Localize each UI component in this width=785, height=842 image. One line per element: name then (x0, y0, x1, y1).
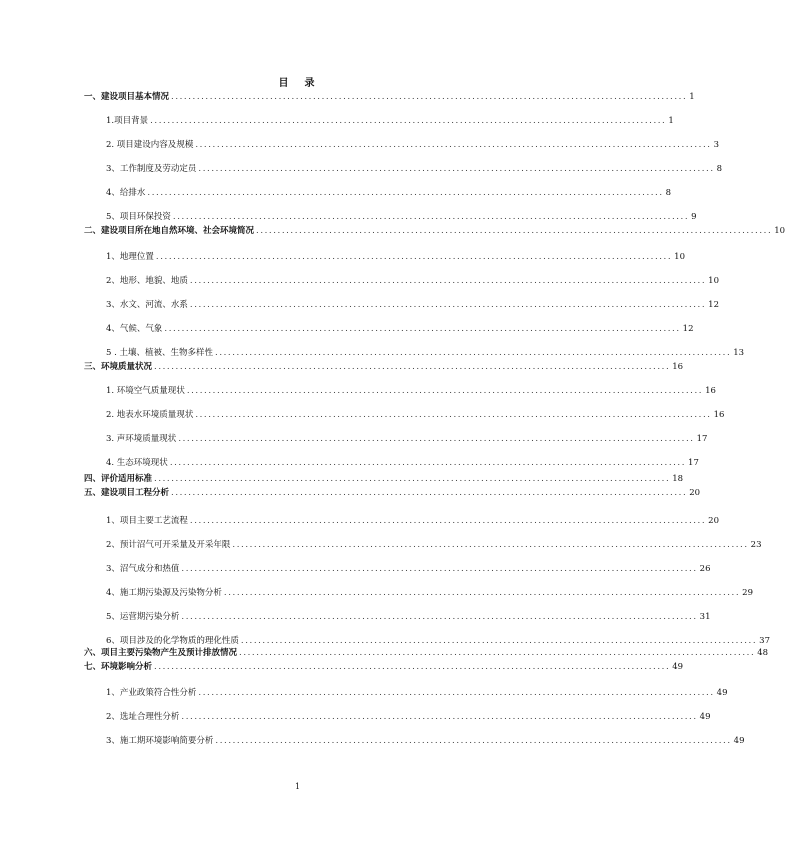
toc-subsection-entry[interactable] (106, 736, 745, 746)
toc-entry-label: 4、给排水 (106, 188, 146, 198)
toc-leader-dots: ........................................................................................................................ (178, 434, 695, 444)
toc-entry-page: 49 (699, 712, 711, 722)
toc-entry-label: 四、评价适用标准 (84, 474, 153, 484)
toc-leader-dots: ........................................................................................................................ (181, 564, 698, 574)
toc-entry-label: 5、项目环保投资 (106, 212, 171, 222)
toc-entry-page: 49 (733, 736, 745, 746)
toc-section-entry[interactable] (84, 648, 769, 658)
toc-leader-dots: ........................................................................................................................ (171, 92, 688, 102)
toc-subsection-entry[interactable] (106, 212, 697, 222)
toc-entry-page: 12 (682, 324, 694, 334)
toc-entry-label: 三、环境质量状况 (84, 362, 153, 372)
toc-subsection-entry[interactable] (106, 688, 728, 698)
toc-subsection-entry[interactable] (106, 164, 723, 174)
toc-subsection-entry[interactable] (106, 458, 699, 468)
toc-entry-label: 3、施工期环境影响简要分析 (106, 736, 214, 746)
toc-leader-dots: ........................................................................................................................ (164, 324, 681, 334)
toc-section-entry[interactable] (84, 662, 684, 672)
toc-entry-page: 13 (733, 348, 745, 358)
toc-leader-dots: ........................................................................................................................ (186, 386, 704, 396)
toc-subsection-entry[interactable] (106, 348, 745, 358)
toc-entry-label: 1.项目背景 (106, 116, 149, 126)
toc-subsection-entry[interactable] (106, 276, 719, 286)
toc-subsection-entry[interactable] (106, 116, 674, 126)
toc-leader-dots: ........................................................................................................................ (195, 140, 712, 150)
toc-entry-page: 10 (708, 276, 719, 286)
toc-entry-label: 1、产业政策符合性分析 (106, 688, 197, 698)
toc-entry-label: 2、预计沼气可开采量及开采年限 (106, 540, 231, 550)
toc-leader-dots: ........................................................................................................................ (240, 636, 758, 646)
toc-entry-label: 2. 项目建设内容及规模 (106, 140, 194, 150)
toc-leader-dots: ........................................................................................................................ (256, 226, 773, 236)
toc-entry-page: 20 (708, 516, 719, 526)
toc-entry-label: 4. 生态环境现状 (106, 458, 168, 468)
toc-section-entry[interactable] (84, 226, 785, 236)
toc-entry-page: 3 (713, 140, 719, 150)
toc-entry-label: 七、环境影响分析 (84, 662, 153, 672)
toc-entry-label: 五、建设项目工程分析 (84, 488, 170, 498)
toc-subsection-entry[interactable] (106, 612, 711, 622)
toc-subsection-entry[interactable] (106, 188, 672, 198)
toc-entry-page: 10 (774, 226, 785, 236)
toc-section-entry[interactable] (84, 362, 684, 372)
toc-section-entry[interactable] (84, 92, 695, 102)
toc-subsection-entry[interactable] (106, 564, 711, 574)
toc-entry-page: 16 (672, 362, 684, 372)
toc-entry-label: 3、沼气成分和热值 (106, 564, 180, 574)
toc-entry-page: 31 (699, 612, 711, 622)
toc-subsection-entry[interactable] (106, 636, 770, 646)
toc-leader-dots: ........................................................................................................................ (198, 164, 715, 174)
toc-leader-dots: ........................................................................................................................ (155, 252, 673, 262)
toc-entry-label: 6、项目涉及的化学物质的理化性质 (106, 636, 239, 646)
toc-entry-label: 一、建设项目基本情况 (84, 92, 170, 102)
toc-subsection-entry[interactable] (106, 252, 685, 262)
toc-entry-label: 4、施工期污染源及污染物分析 (106, 588, 222, 598)
toc-leader-dots: ........................................................................................................................ (181, 612, 698, 622)
toc-leader-dots: ........................................................................................................................ (171, 488, 688, 498)
toc-entry-page: 18 (672, 474, 684, 484)
toc-entry-label: 4、气候、气象 (106, 324, 163, 334)
toc-entry-page: 9 (691, 212, 697, 222)
toc-entry-page: 48 (757, 648, 769, 658)
toc-entry-label: 二、建设项目所在地自然环境、社会环境简况 (84, 226, 255, 236)
toc-subsection-entry[interactable] (106, 588, 753, 598)
toc-entry-page: 16 (705, 386, 716, 396)
toc-entry-page: 29 (742, 588, 753, 598)
toc-subsection-entry[interactable] (106, 140, 719, 150)
toc-entry-label: 2、地形、地貌、地质 (106, 276, 188, 286)
toc-entry-label: 3. 声环境质量现状 (106, 434, 177, 444)
toc-entry-label: 3、工作制度及劳动定员 (106, 164, 197, 174)
toc-entry-page: 23 (750, 540, 762, 550)
toc-entry-label: 1. 环境空气质量现状 (106, 386, 185, 396)
toc-entry-label: 2、选址合理性分析 (106, 712, 180, 722)
toc-entry-page: 1 (668, 116, 674, 126)
toc-entry-page: 17 (696, 434, 708, 444)
toc-leader-dots: ........................................................................................................................ (150, 116, 667, 126)
toc-subsection-entry[interactable] (106, 300, 719, 310)
toc-section-entry[interactable] (84, 488, 701, 498)
toc-leader-dots: ........................................................................................................................ (181, 712, 698, 722)
toc-leader-dots: ........................................................................................................................ (154, 362, 671, 372)
toc-subsection-entry[interactable] (106, 540, 762, 550)
toc-leader-dots: ........................................................................................................................ (189, 276, 707, 286)
toc-leader-dots: ........................................................................................................................ (189, 300, 707, 310)
toc-subsection-entry[interactable] (106, 386, 716, 396)
toc-leader-dots: ........................................................................................................................ (147, 188, 664, 198)
toc-subsection-entry[interactable] (106, 712, 711, 722)
toc-entry-label: 1、项目主要工艺流程 (106, 516, 188, 526)
toc-entry-page: 12 (708, 300, 719, 310)
toc-leader-dots: ........................................................................................................................ (195, 410, 712, 420)
toc-title (0, 74, 595, 89)
toc-entry-label: 5 . 土壤、植被、生物多样性 (106, 348, 214, 358)
toc-entry-page: 8 (716, 164, 723, 174)
toc-entry-page: 1 (689, 92, 695, 102)
toc-entry-page: 49 (716, 688, 728, 698)
toc-title-char-2: 录 (304, 78, 317, 89)
toc-leader-dots: ........................................................................................................................ (215, 348, 732, 358)
toc-entry-page: 8 (665, 188, 672, 198)
page-number: 1 (294, 782, 301, 791)
toc-entry-page: 37 (759, 636, 770, 646)
toc-subsection-entry[interactable] (106, 410, 725, 420)
toc-leader-dots: ........................................................................................................................ (172, 212, 690, 222)
toc-entry-page: 17 (688, 458, 699, 468)
toc-title-char-1: 目 (278, 78, 291, 89)
toc-entry-page: 20 (689, 488, 701, 498)
toc-leader-dots: ........................................................................................................................ (189, 516, 707, 526)
toc-leader-dots: ........................................................................................................................ (198, 688, 715, 698)
toc-leader-dots: ........................................................................................................................ (232, 540, 749, 550)
toc-subsection-entry[interactable] (106, 434, 708, 444)
toc-subsection-entry[interactable] (106, 516, 719, 526)
toc-entry-page: 10 (674, 252, 685, 262)
toc-entry-page: 49 (672, 662, 684, 672)
toc-leader-dots: ........................................................................................................................ (154, 662, 671, 672)
toc-entry-label: 六、项目主要污染物产生及预计排放情况 (84, 648, 238, 658)
toc-entry-label: 2. 地表水环境质量现状 (106, 410, 194, 420)
toc-leader-dots: ........................................................................................................................ (239, 648, 756, 658)
toc-entry-page: 26 (699, 564, 711, 574)
toc-leader-dots: ........................................................................................................................ (223, 588, 741, 598)
toc-entry-label: 3、水文、河流、水系 (106, 300, 188, 310)
toc-entry-label: 5、运营期污染分析 (106, 612, 180, 622)
toc-leader-dots: ........................................................................................................................ (154, 474, 671, 484)
toc-section-entry[interactable] (84, 474, 684, 484)
toc-subsection-entry[interactable] (106, 324, 694, 334)
toc-entry-page: 16 (713, 410, 725, 420)
toc-entry-label: 1、地理位置 (106, 252, 154, 262)
toc-leader-dots: ........................................................................................................................ (169, 458, 687, 468)
toc-leader-dots: ........................................................................................................................ (215, 736, 732, 746)
